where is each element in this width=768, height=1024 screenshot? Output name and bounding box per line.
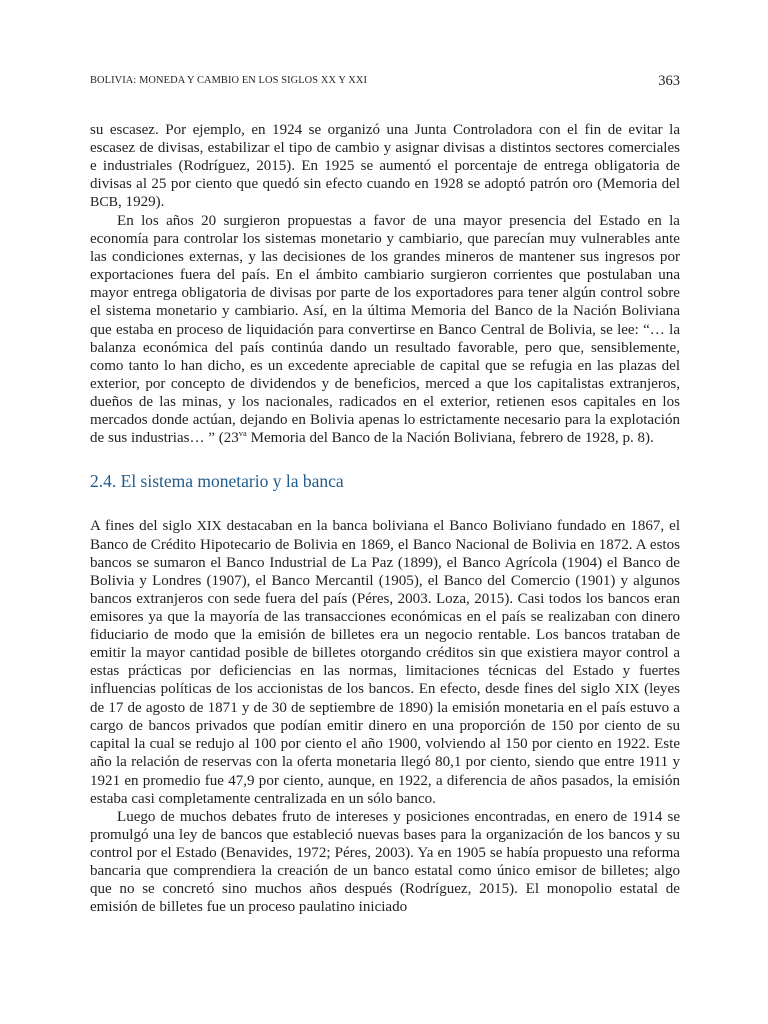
- paragraph-3-end: (leyes de 17 de agosto de 1871 y de 30 de septiembre de 1890) la emisión monetaria en el país estuvo a cargo de bancos privados que podían emitir dinero en una proporción de 150 por ciento de su capital la cual se redujo al 100 por ciento el año 1900, volviendo al 150 por ciento en 1922. Este año la relación de reservas con la oferta monetaria llegó 80,1 por ciento, siendo que entre 1911 y 1921 en promedio fue 47,9 por ciento, aunque, en 1922, a diferencia de años pasados, la emisión estaba casi completamente centralizada en un sólo banco.: [90, 681, 680, 807]
- paragraph-2-end: Memoria del Banco de la Nación Boliviana, febrero de 1928, p. 8).: [246, 429, 654, 446]
- body-text: [90, 121, 680, 916]
- paragraph-3-start: A fines del siglo: [90, 517, 197, 534]
- century-numeral-1: XIX: [196, 518, 222, 534]
- paragraph-1-end: , 1929).: [118, 194, 165, 211]
- section-heading: 2.4. El sistema monetario y la banca: [90, 470, 344, 491]
- bcb-abbreviation: BCB: [90, 195, 119, 211]
- paragraph-2-text: En los años 20 surgieron propuestas a favor de una mayor presencia del Estado en la economía para controlar los sistemas monetario y cambiario, que parecían muy vulnerables ante las condiciones externas, y las decisiones de los grandes mineros de mantener sus ingresos por exportaciones fuera del país. En el ámbito cambiario surgieron corrientes que postulaban una mayor entrega obligatoria de divisas por parte de los exportadores para tener algún control sobre el sistema monetario y cambiario. Así, en la última Memoria del Banco de la Nación Boliviana que estaba en proceso de liquidación para convertirse en Banco Central de Bolivia, se lee: “… la balanza económica del país continúa dando un resultado favorable, pero que, sensiblemente, como tanto lo han dicho, es un excedente apreciable de capital que se refugia en las plazas del exterior, por concepto de dividendos y de beneficios, merced a que los capitalistas extranjeros, dueños de las minas, y los nacionales, radicados en el exterior, retienen esos capitales en los mercados donde actúan, dejando en Bolivia apenas lo estrictamente necesario para la explotación de sus industrias… ” (23: [90, 213, 680, 446]
- book-page: [90, 0, 680, 1024]
- paragraph-1: [90, 121, 680, 212]
- running-head: [90, 73, 680, 91]
- paragraph-4: Luego de muchos debates fruto de intereses y posiciones encontradas, en enero de 1914 se promulgó una ley de bancos que estableció nuevas bases para la organización de los bancos y su control por el Estado (Benavides, 1972; Péres, 2003). Ya en 1905 se había propuesto una reforma bancaria que comprendiera la creación de un banco estatal como único emisor de billetes; algo que no se concretó sino muchos años después (Rodríguez, 2015). El monopolio estatal de emisión de billetes fue un proceso paulatino iniciado: [90, 808, 680, 915]
- paragraph-2: [90, 212, 680, 447]
- paragraph-3-middle: destacaban en la banca boliviana el Banco Boliviano fundado en 1867, el Banco de Crédito Hipotecario de Bolivia en 1869, el Banco Nacional de Bolivia en 1872. A estos bancos se sumaron el Banco Industrial de La Paz (1899), el Banco Agrícola (1904) el Banco de Bolivia y Londres (1907), el Banco Mercantil (1905), el Banco del Comercio (1901) y algunos bancos extranjeros con sede fuera del país (Péres, 2003. Loza, 2015). Casi todos los bancos eran emisores ya que la mayoría de las transacciones económicas en el país se realizaban con dinero fiduciario de modo que la emisión de billetes era un negocio rentable. Los bancos trataban de emitir la mayor cantidad posible de billetes otorgando créditos sin que existiera mayor control a estas prácticas por deficiencias en las normas, limitaciones técnicas del Estado y fuertes influencias políticas de los accionistas de los bancos. En efecto, desde fines del siglo: [90, 517, 680, 698]
- running-title: BOLIVIA: MONEDA Y CAMBIO EN LOS SIGLOS XX Y XXI: [90, 75, 368, 86]
- page-number: 363: [658, 73, 680, 89]
- century-numeral-2: XIX: [614, 682, 640, 698]
- paragraph-1-text: su escasez. Por ejemplo, en 1924 se organizó una Junta Controladora con el fin de evitar la escasez de divisas, estabilizar el tipo de cambio y asignar divisas a distintos sectores comerciales e industriales (Rodríguez, 2015). En 1925 se aumentó el porcentaje de entrega obligatoria de divisas al 25 por ciento que quedó sin efecto cuando en 1928 se adoptó patrón oro (Memoria del: [90, 122, 680, 193]
- paragraph-3: [90, 517, 680, 808]
- ordinal-superscript: va: [238, 427, 247, 438]
